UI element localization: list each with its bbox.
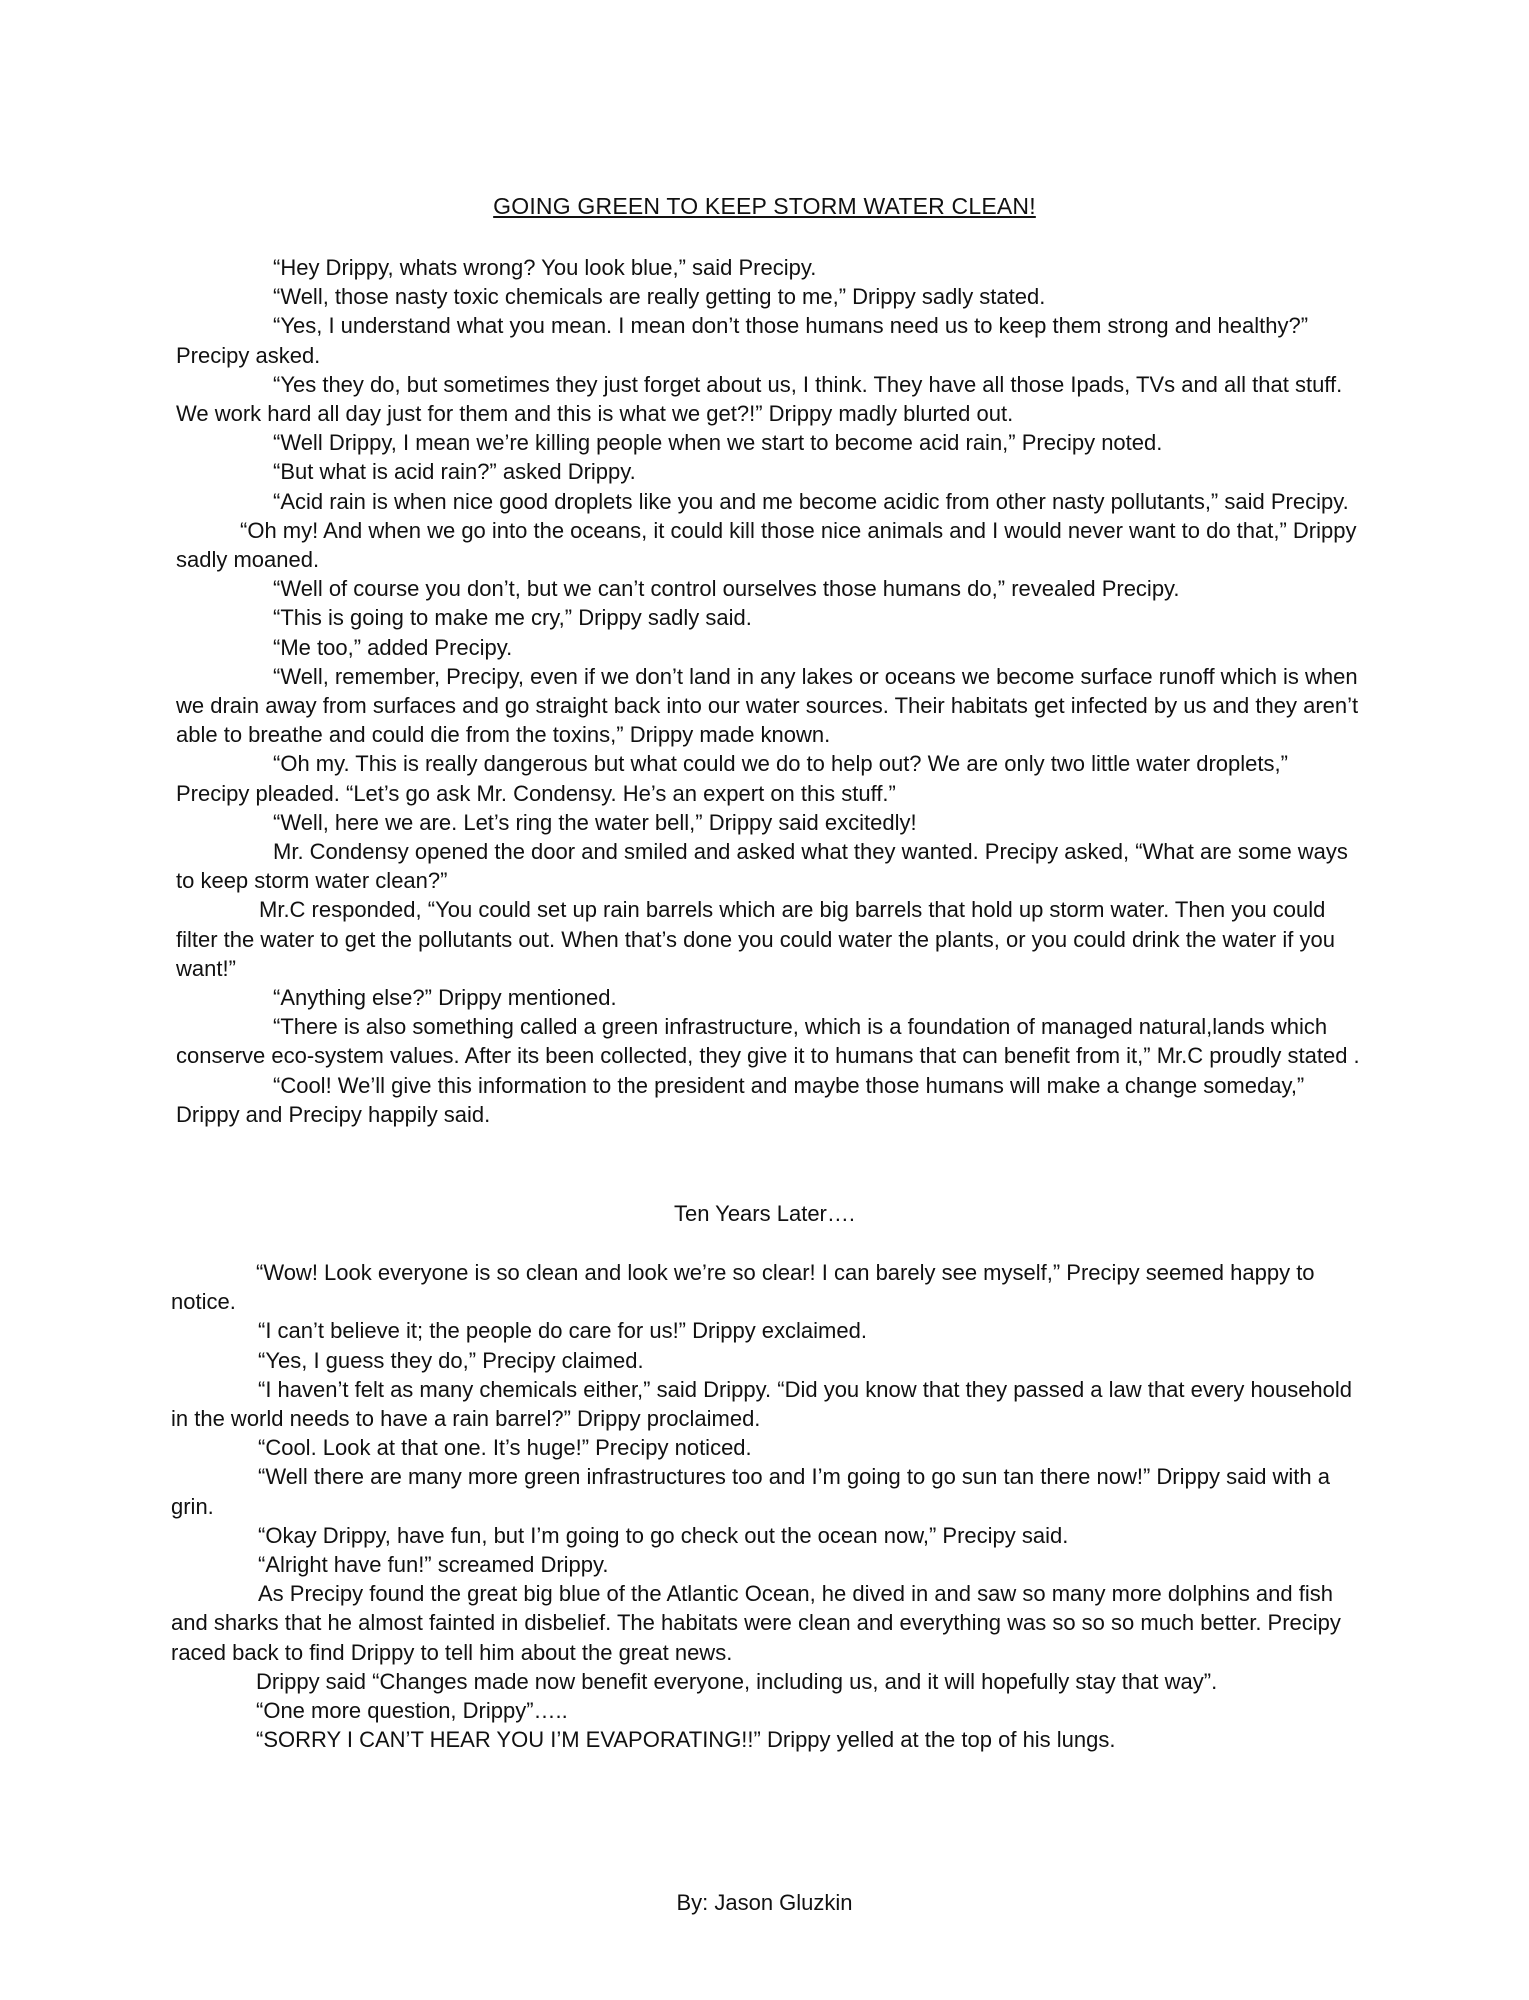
paragraph: “Well there are many more green infrastructures too and I’m going to go sun tan there now!” Drippy said with a grin.	[171, 1464, 1331, 1519]
paragraph: “One more question, Drippy”…..	[256, 1698, 568, 1724]
paragraph: “Cool! We’ll give this information to the president and maybe those humans will make a change someday,” Drippy and Precipy happily said.	[176, 1072, 1305, 1127]
story-part-one	[176, 253, 1361, 1129]
paragraph: Drippy said “Changes made now benefit everyone, including us, and it will hopefully stay that way”.	[256, 1668, 1218, 1694]
paragraph: “Well of course you don’t, but we can’t control ourselves those humans do,” revealed Precipy.	[273, 576, 1180, 602]
paragraph: “Well Drippy, I mean we’re killing people when we start to become acid rain,” Precipy noted.	[273, 430, 1163, 456]
paragraph: “But what is acid rain?” asked Drippy.	[273, 459, 636, 485]
paragraph: “Well, those nasty toxic chemicals are really getting to me,” Drippy sadly stated.	[273, 284, 1046, 310]
paragraph: “Oh my! And when we go into the oceans, it could kill those nice animals and I would never want to do that,” Drippy sadly moaned.	[176, 517, 1357, 573]
paragraph: “Well, here we are. Let’s ring the water bell,” Drippy said excitedly!	[273, 809, 917, 835]
story-part-two	[171, 1258, 1361, 1754]
paragraph: Mr.C responded, “You could set up rain barrels which are big barrels that hold up storm water. Then you could filter the water to get the pollutants out. When that’s done you could water the plants, or you could drink the water if you want!”	[176, 897, 1335, 981]
paragraph: As Precipy found the great big blue of the Atlantic Ocean, he dived in and saw so many more dolphins and fish and sharks that he almost fainted in disbelief. The habitats were clean and everything was so so so much better. Precipy raced back to find Drippy to tell him about the great news.	[171, 1581, 1341, 1665]
paragraph: “Cool. Look at that one. It’s huge!” Precipy noticed.	[258, 1435, 752, 1461]
paragraph: “Yes, I guess they do,” Precipy claimed.	[258, 1347, 644, 1373]
paragraph: “Hey Drippy, whats wrong? You look blue,” said Precipy.	[273, 255, 817, 280]
story-title: GOING GREEN TO KEEP STORM WATER CLEAN!	[493, 193, 1036, 219]
paragraph: “Me too,” added Precipy.	[273, 634, 513, 660]
paragraph: “Oh my. This is really dangerous but what could we do to help out? We are only two little water droplets,” Precipy pleaded. “Let’s go ask Mr. Condensy. He’s an expert on this stuff.”	[176, 751, 1288, 806]
author-byline: By: Jason Gluzkin	[676, 1890, 853, 1915]
paragraph: “This is going to make me cry,” Drippy sadly said.	[273, 605, 752, 631]
paragraph: “Yes, I understand what you mean. I mean don’t those humans need us to keep them strong and healthy?” Precipy asked.	[176, 313, 1309, 368]
paragraph: “I can’t believe it; the people do care for us!” Drippy exclaimed.	[258, 1318, 867, 1344]
paragraph: “Yes they do, but sometimes they just forget about us, I think. They have all those Ipads, TVs and all that stuff. We work hard all day just for them and this is what we get?!” Drippy madly blurted out.	[176, 371, 1343, 427]
paragraph: “Anything else?” Drippy mentioned.	[273, 985, 617, 1011]
paragraph: “There is also something called a green infrastructure, which is a foundation of managed natural,lands which conserve eco-system values. After its been collected, they give it to humans that can benefit from it,” Mr.C proudly stated .	[176, 1014, 1360, 1069]
paragraph: “I haven’t felt as many chemicals either,” said Drippy. “Did you know that they passed a law that every household in the world needs to have a rain barrel?” Drippy proclaimed.	[171, 1376, 1353, 1432]
section-heading-ten-years-later: Ten Years Later….	[673, 1201, 855, 1226]
paragraph: Mr. Condensy opened the door and smiled and asked what they wanted. Precipy asked, “What are some ways to keep storm water clean?”	[176, 839, 1348, 894]
paragraph: “Okay Drippy, have fun, but I’m going to go check out the ocean now,” Precipy said.	[258, 1522, 1069, 1548]
paragraph: “Wow! Look everyone is so clean and look we’re so clear! I can barely see myself,” Precipy seemed happy to notice.	[171, 1260, 1315, 1315]
paragraph: “Acid rain is when nice good droplets like you and me become acidic from other nasty pollutants,” said Precipy.	[273, 488, 1349, 514]
paragraph: “Well, remember, Precipy, even if we don’t land in any lakes or oceans we become surface runoff which is when we drain away from surfaces and go straight back into our water sources. Their habitats get infected by us and they aren’t able to breathe and could die from the toxins,” Drippy made known.	[176, 663, 1359, 748]
paragraph: “SORRY I CAN’T HEAR YOU I’M EVAPORATING!!” Drippy yelled at the top of his lungs.	[256, 1727, 1116, 1753]
paragraph: “Alright have fun!” screamed Drippy.	[258, 1552, 609, 1578]
